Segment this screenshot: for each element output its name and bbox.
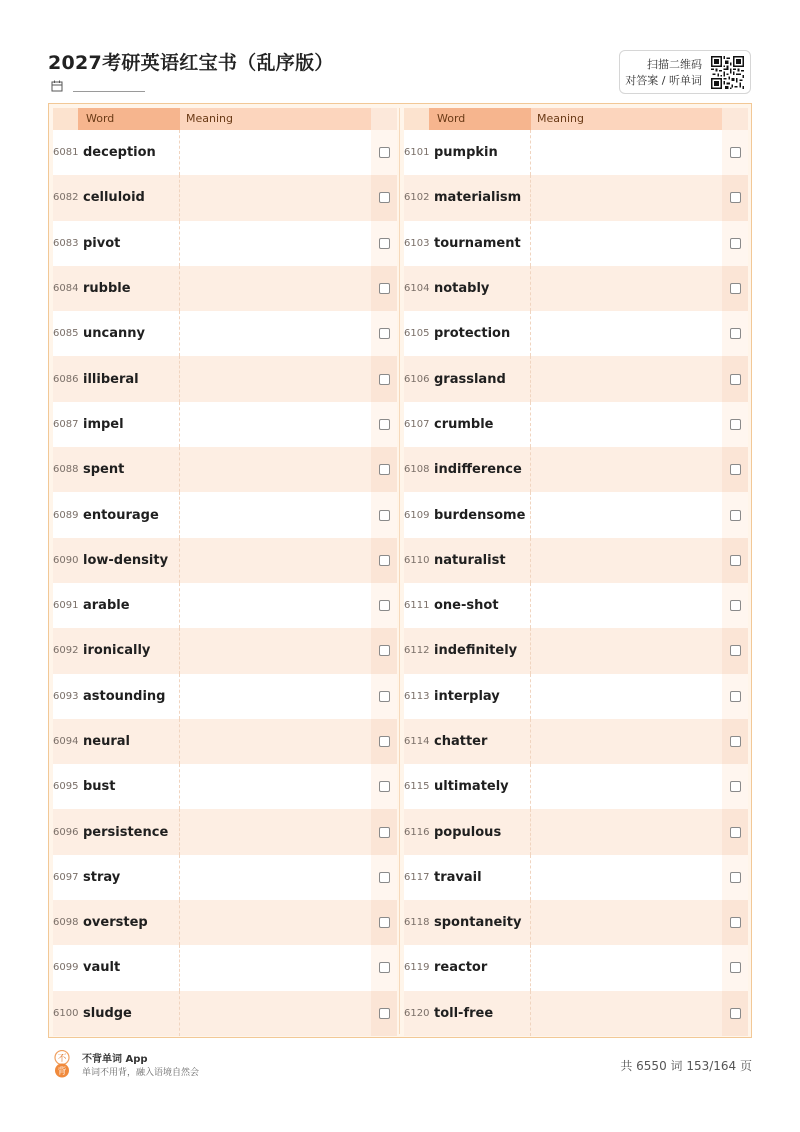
checkbox-icon[interactable] (730, 917, 741, 928)
meaning-blank[interactable] (180, 719, 371, 764)
meaning-blank[interactable] (180, 855, 371, 900)
check-cell (371, 628, 397, 673)
table-header (53, 108, 397, 130)
row-number: 6086 (53, 373, 79, 385)
meaning-blank[interactable] (180, 538, 371, 583)
header-check-cell (371, 108, 397, 130)
row-word: materialism (429, 175, 531, 220)
header-meaning: Meaning (531, 108, 722, 130)
checkbox-icon[interactable] (379, 510, 390, 521)
meaning-blank[interactable] (180, 945, 371, 990)
check-cell (371, 311, 397, 356)
table-row (53, 221, 397, 266)
row-word: grassland (429, 356, 531, 401)
check-cell (722, 402, 748, 447)
checkbox-icon[interactable] (379, 374, 390, 385)
check-cell (371, 221, 397, 266)
table-row (404, 492, 748, 537)
table-row (404, 447, 748, 492)
row-word: vault (78, 945, 180, 990)
check-cell (371, 900, 397, 945)
table-row (404, 809, 748, 854)
row-number: 6106 (404, 373, 430, 385)
row-number: 6117 (404, 871, 430, 883)
row-number: 6087 (53, 418, 79, 430)
row-number: 6095 (53, 781, 79, 793)
checkbox-icon[interactable] (730, 781, 741, 792)
qr-code-icon[interactable] (711, 56, 744, 89)
row-number: 6115 (404, 781, 430, 793)
meaning-blank[interactable] (531, 538, 722, 583)
table-row (53, 538, 397, 583)
header-num-cell (404, 108, 429, 130)
meaning-blank[interactable] (531, 266, 722, 311)
row-number: 6114 (404, 736, 430, 747)
meaning-blank[interactable] (180, 266, 371, 311)
meaning-blank[interactable] (180, 900, 371, 945)
meaning-blank[interactable] (180, 130, 371, 175)
check-cell (722, 311, 748, 356)
table-row (404, 764, 748, 809)
checkbox-icon[interactable] (379, 419, 390, 430)
check-cell (722, 945, 748, 990)
meaning-blank[interactable] (531, 130, 722, 175)
row-word: neural (78, 719, 180, 764)
row-number: 6091 (53, 600, 79, 612)
meaning-blank[interactable] (180, 356, 371, 401)
table-row (53, 130, 397, 175)
right-rows (404, 130, 748, 1036)
row-word: deception (78, 130, 180, 175)
row-number: 6100 (53, 1007, 79, 1019)
meaning-blank[interactable] (531, 311, 722, 356)
table-row (404, 221, 748, 266)
table-row (53, 402, 397, 447)
header-check-cell (722, 108, 748, 130)
row-word: celluloid (78, 175, 180, 220)
meaning-blank[interactable] (180, 674, 371, 719)
check-cell (722, 991, 748, 1036)
meaning-blank[interactable] (531, 719, 722, 764)
checkbox-icon[interactable] (379, 192, 390, 203)
meaning-blank[interactable] (531, 945, 722, 990)
row-word: impel (78, 402, 180, 447)
checkbox-icon[interactable] (730, 510, 741, 521)
check-cell (722, 900, 748, 945)
table-row (404, 855, 748, 900)
row-number: 6112 (404, 645, 430, 657)
row-word: illiberal (78, 356, 180, 401)
meaning-blank[interactable] (531, 991, 722, 1036)
right-column (404, 108, 748, 1034)
row-number: 6101 (404, 147, 430, 159)
table-row (53, 356, 397, 401)
date-field (51, 80, 145, 92)
row-number: 6089 (53, 509, 79, 521)
check-cell (722, 356, 748, 401)
row-word: rubble (78, 266, 180, 311)
check-cell (371, 719, 397, 764)
row-word: chatter (429, 719, 531, 764)
checkbox-icon[interactable] (730, 872, 741, 883)
check-cell (371, 674, 397, 719)
check-cell (371, 583, 397, 628)
row-word: indifference (429, 447, 531, 492)
meaning-blank[interactable] (531, 356, 722, 401)
row-word: toll-free (429, 991, 531, 1036)
check-cell (371, 492, 397, 537)
header-word: Word (78, 108, 180, 130)
checkbox-icon[interactable] (730, 464, 741, 475)
row-number: 6113 (404, 690, 430, 702)
qr-caption-line2: 对答案 / 听单词 (625, 74, 702, 87)
row-number: 6093 (53, 690, 79, 702)
check-cell (371, 266, 397, 311)
check-cell (722, 855, 748, 900)
row-number: 6107 (404, 418, 430, 430)
table-row (404, 719, 748, 764)
row-number: 6092 (53, 645, 79, 657)
checkbox-icon[interactable] (730, 147, 741, 158)
row-word: spent (78, 447, 180, 492)
table-row (404, 175, 748, 220)
table-row (404, 945, 748, 990)
row-number: 6083 (53, 237, 79, 249)
checkbox-icon[interactable] (379, 962, 390, 973)
row-number: 6085 (53, 328, 79, 340)
meaning-blank[interactable] (180, 175, 371, 220)
table-row (53, 266, 397, 311)
row-number: 6116 (404, 826, 430, 838)
checkbox-icon[interactable] (379, 645, 390, 656)
check-cell (722, 266, 748, 311)
check-cell (371, 945, 397, 990)
table-row (53, 991, 397, 1036)
table-row (53, 945, 397, 990)
check-cell (371, 175, 397, 220)
row-number: 6105 (404, 328, 430, 340)
checkbox-icon[interactable] (379, 781, 390, 792)
row-word: naturalist (429, 538, 531, 583)
checkbox-icon[interactable] (730, 328, 741, 339)
checkbox-icon[interactable] (730, 374, 741, 385)
checkbox-icon[interactable] (379, 827, 390, 838)
check-cell (722, 674, 748, 719)
checkbox-icon[interactable] (730, 555, 741, 566)
meaning-blank[interactable] (531, 855, 722, 900)
meaning-blank[interactable] (180, 221, 371, 266)
qr-caption (625, 57, 702, 89)
row-word: burdensome (429, 492, 531, 537)
checkbox-icon[interactable] (379, 238, 390, 249)
row-word: pivot (78, 221, 180, 266)
checkbox-icon[interactable] (379, 736, 390, 747)
row-number: 6109 (404, 509, 430, 521)
table-row (404, 538, 748, 583)
row-word: spontaneity (429, 900, 531, 945)
checkbox-icon[interactable] (730, 736, 741, 747)
table-row (53, 583, 397, 628)
row-word: persistence (78, 809, 180, 854)
checkbox-icon[interactable] (379, 917, 390, 928)
row-number: 6097 (53, 871, 79, 883)
row-number: 6108 (404, 464, 430, 476)
meaning-blank[interactable] (531, 900, 722, 945)
table-row (53, 764, 397, 809)
checkbox-icon[interactable] (730, 419, 741, 430)
table-row (404, 583, 748, 628)
checkbox-icon[interactable] (730, 1008, 741, 1019)
row-word: entourage (78, 492, 180, 537)
checkbox-icon[interactable] (379, 283, 390, 294)
row-number: 6099 (53, 962, 79, 974)
table-row (53, 628, 397, 673)
table-row (404, 356, 748, 401)
logo-char-bottom: 背 (57, 1067, 67, 1077)
checkbox-icon[interactable] (379, 1008, 390, 1019)
check-cell (371, 356, 397, 401)
table-row (404, 900, 748, 945)
table-row (53, 719, 397, 764)
checkbox-icon[interactable] (379, 328, 390, 339)
check-cell (371, 809, 397, 854)
row-number: 6084 (53, 283, 79, 295)
row-word: tournament (429, 221, 531, 266)
row-word: uncanny (78, 311, 180, 356)
table-row (404, 674, 748, 719)
row-number: 6104 (404, 283, 430, 295)
row-word: protection (429, 311, 531, 356)
table-row (53, 175, 397, 220)
row-number: 6102 (404, 192, 430, 204)
row-number: 6090 (53, 554, 79, 566)
checkbox-icon[interactable] (730, 645, 741, 656)
row-number: 6111 (404, 600, 430, 612)
row-number: 6094 (53, 736, 79, 747)
table-row (404, 402, 748, 447)
meaning-blank[interactable] (180, 991, 371, 1036)
checkbox-icon[interactable] (730, 238, 741, 249)
row-number: 6119 (404, 962, 430, 974)
table-row (404, 991, 748, 1036)
meaning-blank[interactable] (531, 809, 722, 854)
logo-char-top: 不 (57, 1054, 67, 1064)
table-row (53, 855, 397, 900)
check-cell (371, 130, 397, 175)
check-cell (371, 402, 397, 447)
meaning-blank[interactable] (180, 311, 371, 356)
table-row (53, 311, 397, 356)
check-cell (722, 583, 748, 628)
row-word: overstep (78, 900, 180, 945)
meaning-blank[interactable] (531, 221, 722, 266)
qr-caption-line1: 扫描二维码 (647, 58, 702, 71)
checkbox-icon[interactable] (379, 872, 390, 883)
check-cell (722, 175, 748, 220)
checkbox-icon[interactable] (730, 691, 741, 702)
page-title: 2027考研英语红宝书（乱序版） (48, 52, 334, 74)
meaning-blank[interactable] (531, 492, 722, 537)
calendar-icon (51, 80, 63, 92)
row-word: one-shot (429, 583, 531, 628)
meaning-blank[interactable] (180, 492, 371, 537)
row-number: 6118 (404, 917, 430, 929)
check-cell (722, 809, 748, 854)
row-word: populous (429, 809, 531, 854)
app-logo-icon (52, 1050, 72, 1078)
row-word: pumpkin (429, 130, 531, 175)
row-word: travail (429, 855, 531, 900)
row-word: astounding (78, 674, 180, 719)
check-cell (722, 719, 748, 764)
table-row (404, 266, 748, 311)
meaning-blank[interactable] (531, 175, 722, 220)
header-meaning: Meaning (180, 108, 371, 130)
meaning-blank[interactable] (180, 764, 371, 809)
row-word: interplay (429, 674, 531, 719)
row-word: low-density (78, 538, 180, 583)
meaning-blank[interactable] (531, 764, 722, 809)
row-number: 6110 (404, 554, 430, 566)
header-word: Word (429, 108, 531, 130)
table-header (404, 108, 748, 130)
check-cell (722, 221, 748, 266)
left-rows (53, 130, 397, 1036)
row-number: 6081 (53, 147, 79, 159)
row-number: 6096 (53, 826, 79, 838)
checkbox-icon[interactable] (730, 600, 741, 611)
qr-card[interactable] (619, 50, 751, 94)
check-cell (722, 447, 748, 492)
row-word: ironically (78, 628, 180, 673)
checkbox-icon[interactable] (730, 827, 741, 838)
table-row (53, 809, 397, 854)
row-number: 6120 (404, 1007, 430, 1019)
row-word: reactor (429, 945, 531, 990)
table-row (53, 447, 397, 492)
check-cell (371, 447, 397, 492)
check-cell (371, 855, 397, 900)
row-word: stray (78, 855, 180, 900)
row-word: indefinitely (429, 628, 531, 673)
checkbox-icon[interactable] (379, 555, 390, 566)
row-word: ultimately (429, 764, 531, 809)
checkbox-icon[interactable] (379, 691, 390, 702)
meaning-blank[interactable] (531, 447, 722, 492)
header-num-cell (53, 108, 78, 130)
row-word: notably (429, 266, 531, 311)
check-cell (722, 764, 748, 809)
check-cell (371, 538, 397, 583)
checkbox-icon[interactable] (730, 192, 741, 203)
table-row (53, 900, 397, 945)
left-column (53, 108, 397, 1034)
meaning-blank[interactable] (531, 583, 722, 628)
row-number: 6103 (404, 237, 430, 249)
table-row (404, 311, 748, 356)
meaning-blank[interactable] (180, 628, 371, 673)
date-blank-line[interactable] (73, 80, 145, 92)
meaning-blank[interactable] (180, 402, 371, 447)
word-sheet (48, 103, 752, 1038)
footer-app-name: 不背单词 App (82, 1054, 148, 1065)
checkbox-icon[interactable] (730, 962, 741, 973)
row-word: bust (78, 764, 180, 809)
check-cell (722, 628, 748, 673)
meaning-blank[interactable] (180, 583, 371, 628)
meaning-blank[interactable] (531, 402, 722, 447)
checkbox-icon[interactable] (730, 283, 741, 294)
row-word: sludge (78, 991, 180, 1036)
row-number: 6082 (53, 192, 79, 204)
check-cell (371, 991, 397, 1036)
page-counter: 共 6550 词 153/164 页 (620, 1059, 752, 1073)
checkbox-icon[interactable] (379, 600, 390, 611)
meaning-blank[interactable] (180, 809, 371, 854)
check-cell (722, 492, 748, 537)
meaning-blank[interactable] (531, 674, 722, 719)
row-word: crumble (429, 402, 531, 447)
table-row (53, 674, 397, 719)
row-number: 6088 (53, 464, 79, 476)
row-word: arable (78, 583, 180, 628)
table-row (53, 492, 397, 537)
checkbox-icon[interactable] (379, 464, 390, 475)
meaning-blank[interactable] (531, 628, 722, 673)
row-number: 6098 (53, 917, 79, 929)
column-divider (399, 108, 400, 1034)
check-cell (371, 764, 397, 809)
meaning-blank[interactable] (180, 447, 371, 492)
table-row (404, 628, 748, 673)
checkbox-icon[interactable] (379, 147, 390, 158)
check-cell (722, 538, 748, 583)
table-row (404, 130, 748, 175)
footer-slogan: 单词不用背，融入语境自然会 (82, 1068, 200, 1078)
check-cell (722, 130, 748, 175)
